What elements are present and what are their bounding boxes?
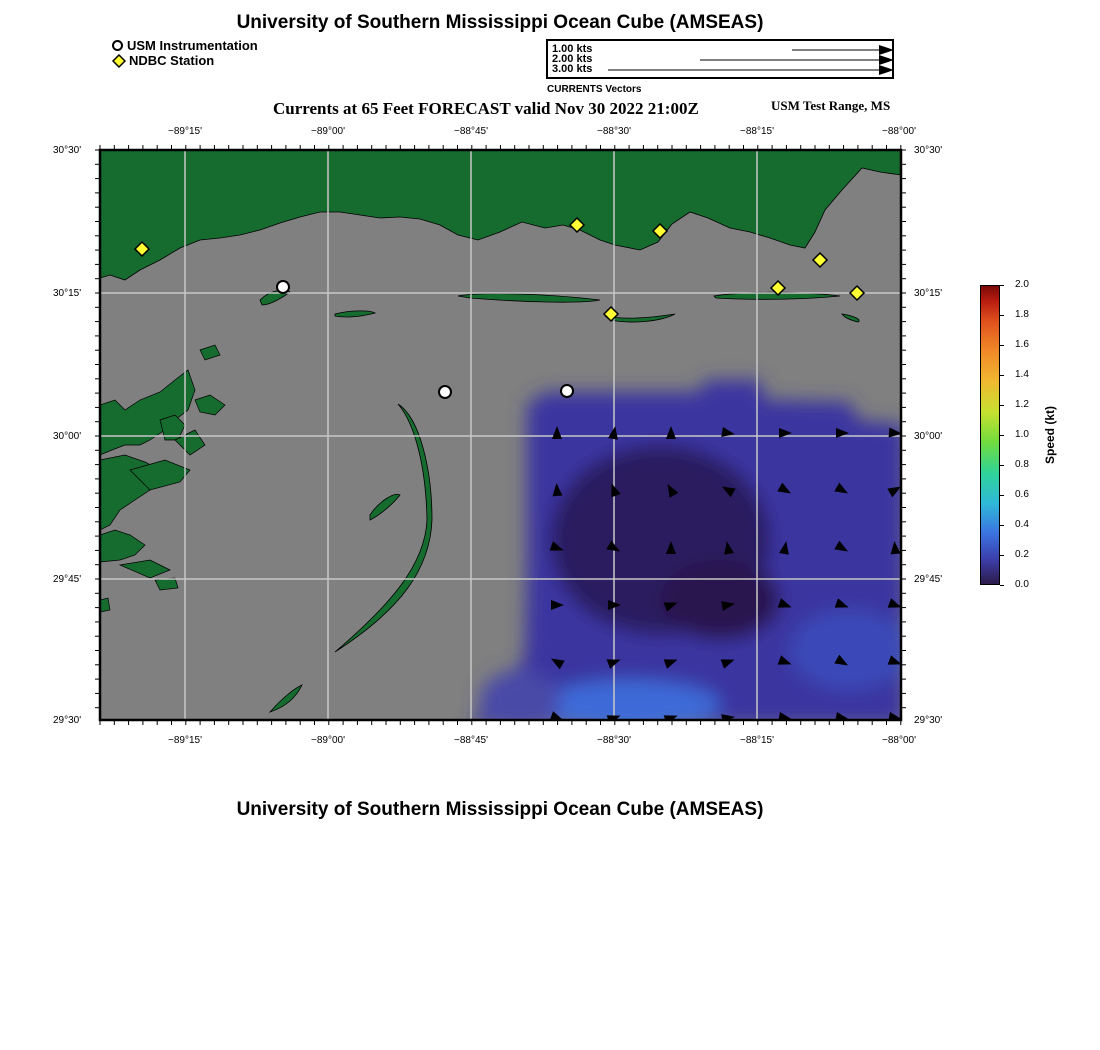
vector-key-entry: 1.00 kts xyxy=(552,43,593,55)
lon-label-top: −88°00' xyxy=(882,126,916,137)
lon-label-bottom: −89°15' xyxy=(168,735,202,746)
colorbar-tick-label: 1.2 xyxy=(1015,399,1029,410)
lat-label-right: 29°30' xyxy=(914,715,943,726)
lon-label-bottom: −88°00' xyxy=(882,735,916,746)
colorbar-tick-mark xyxy=(1000,375,1004,376)
colorbar-tick-label: 0.6 xyxy=(1015,489,1029,500)
lat-label-left: 30°00' xyxy=(53,431,82,442)
colorbar-tick-label: 0.0 xyxy=(1015,579,1029,590)
colorbar-tick-label: 1.4 xyxy=(1015,369,1029,380)
lon-label-top: −89°15' xyxy=(168,126,202,137)
colorbar-tick-mark xyxy=(1000,555,1004,556)
forecast-subtitle: Currents at 65 Feet FORECAST valid Nov 30 2022 21:00Z xyxy=(273,99,699,118)
lat-label-right: 30°30' xyxy=(914,145,943,156)
colorbar-tick-mark xyxy=(1000,435,1004,436)
lat-label-left: 29°30' xyxy=(53,715,82,726)
colorbar-tick-label: 0.2 xyxy=(1015,549,1029,560)
lon-label-bottom: −88°45' xyxy=(454,735,488,746)
vector-key-label: CURRENTS Vectors xyxy=(547,84,642,95)
lat-label-right: 29°45' xyxy=(914,574,943,585)
lat-label-right: 30°00' xyxy=(914,431,943,442)
colorbar-tick-label: 0.4 xyxy=(1015,519,1029,530)
colorbar-tick-mark xyxy=(1000,465,1004,466)
lat-label-right: 30°15' xyxy=(914,288,943,299)
usm-station-marker[interactable] xyxy=(277,281,289,293)
lon-label-top: −89°00' xyxy=(311,126,345,137)
colorbar-tick-mark xyxy=(1000,285,1004,286)
lon-label-top: −88°15' xyxy=(740,126,774,137)
legend-usm-label: USM Instrumentation xyxy=(127,38,258,53)
lon-label-bottom: −88°15' xyxy=(740,735,774,746)
colorbar-tick-mark xyxy=(1000,405,1004,406)
colorbar-tick-label: 2.0 xyxy=(1015,279,1029,290)
lat-label-left: 30°30' xyxy=(53,145,82,156)
usm-station-marker[interactable] xyxy=(439,386,451,398)
lat-label-left: 29°45' xyxy=(53,574,82,585)
colorbar-tick-mark xyxy=(1000,495,1004,496)
colorbar-tick-label: 1.8 xyxy=(1015,309,1029,320)
colorbar-tick-label: 1.6 xyxy=(1015,339,1029,350)
colorbar-tick-mark xyxy=(1000,525,1004,526)
lon-label-top: −88°30' xyxy=(597,126,631,137)
page-title: University of Southern Mississippi Ocean Cube (AMSEAS) xyxy=(236,12,764,33)
colorbar-tick-label: 1.0 xyxy=(1015,429,1029,440)
footer-title: University of Southern Mississippi Ocean Cube (AMSEAS) xyxy=(236,799,764,820)
lon-label-bottom: −88°30' xyxy=(597,735,631,746)
region-label: USM Test Range, MS xyxy=(771,98,891,113)
colorbar-tick-mark xyxy=(1000,345,1004,346)
colorbar-ticks xyxy=(1000,279,1040,590)
legend-ndbc-label: NDBC Station xyxy=(129,53,215,68)
lon-label-bottom: −89°00' xyxy=(311,735,345,746)
usm-station-marker[interactable] xyxy=(561,385,573,397)
lon-label-top: −88°45' xyxy=(454,126,488,137)
vector-key-entry: 3.00 kts xyxy=(552,63,593,75)
vector-key-entry: 2.00 kts xyxy=(552,53,593,65)
colorbar-tick-mark xyxy=(1000,585,1004,586)
colorbar-tick-mark xyxy=(1000,315,1004,316)
speed-colorbar xyxy=(980,285,1000,585)
colorbar-label: Speed (kt) xyxy=(1043,406,1057,465)
colorbar-tick-label: 0.8 xyxy=(1015,459,1029,470)
lat-label-left: 30°15' xyxy=(53,288,82,299)
